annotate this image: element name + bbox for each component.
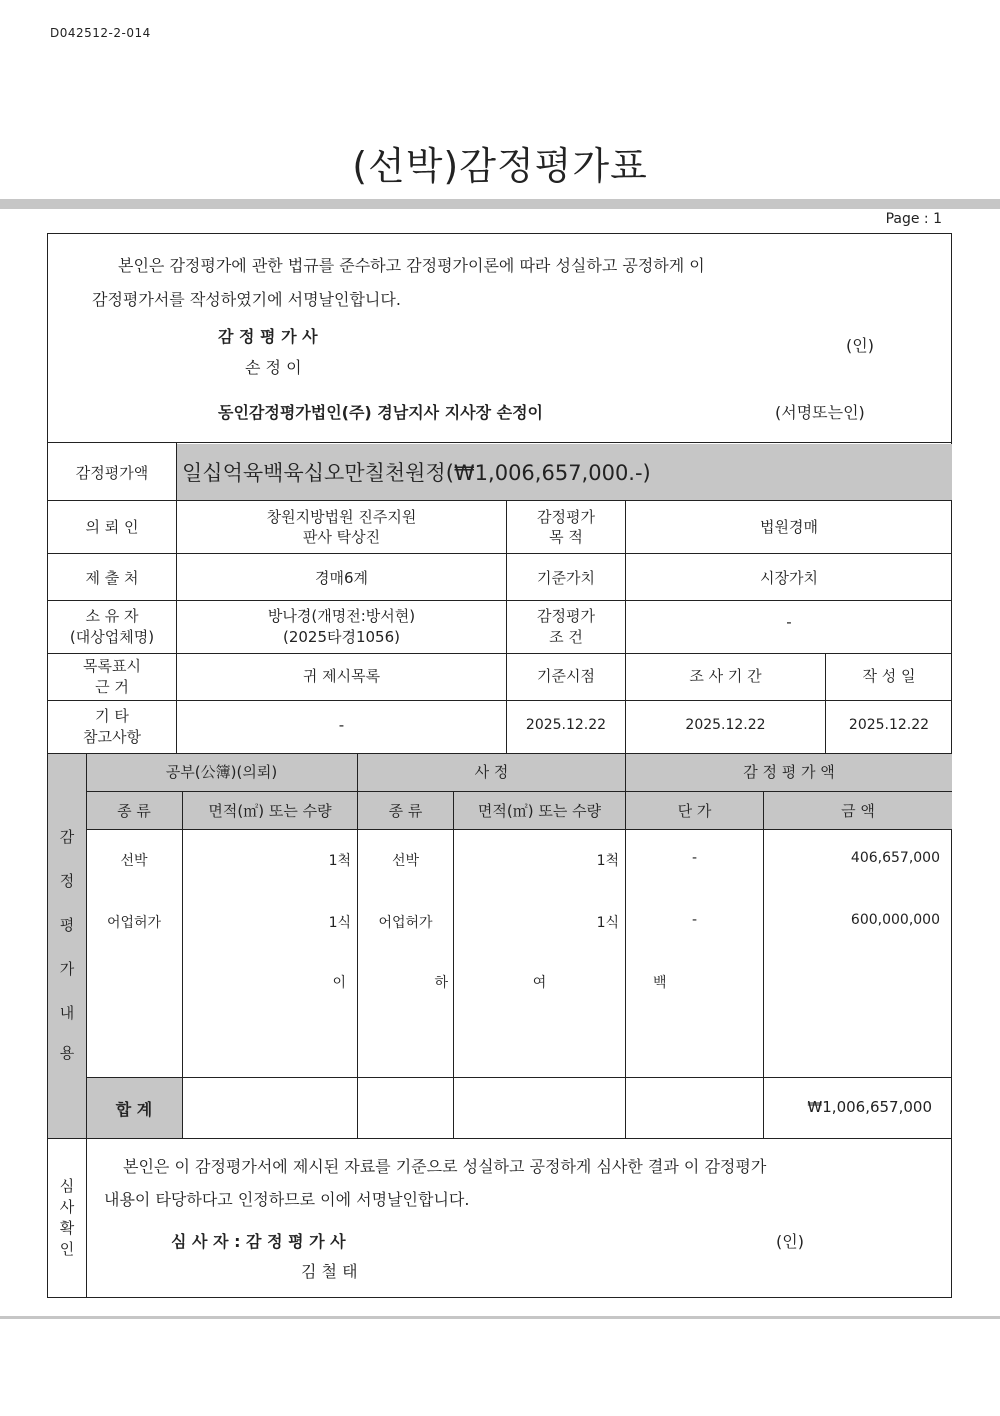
appraisal-form [47, 233, 952, 1298]
col-unit-price-header: 단 가 [677, 802, 712, 820]
submit-value: 경매6계 [314, 569, 368, 587]
owner-line-2: (2025타경1056) [282, 628, 401, 646]
table-row-qty: 1척 [328, 853, 351, 869]
written-date-label: 작 성 일 [862, 667, 916, 685]
appraiser-name: 손 정 이 [245, 358, 302, 377]
base-date-label: 기준시점 [537, 667, 595, 685]
list-basis-value: 귀 제시목록 [302, 667, 381, 685]
review-side-char: 인 [59, 1240, 75, 1258]
purpose-label-1: 감정평가 [537, 508, 595, 526]
table-row-amount: 600,000,000 [850, 912, 940, 928]
client-line-1: 창원지방법원 진주지원 [266, 508, 417, 526]
etc-label-2: 참고사항 [83, 728, 141, 746]
client-label: 의 뢰 인 [85, 518, 139, 536]
table-row-unit: - [691, 850, 698, 866]
content-side-char: 용 [59, 1044, 75, 1062]
basis-value-value: 시장가치 [760, 569, 818, 587]
owner-label-2: (대상업체명) [69, 628, 155, 646]
review-side-char: 확 [59, 1219, 75, 1237]
col-area2-header: 면적(㎡) 또는 수량 [477, 802, 602, 820]
review-side-char: 심 [59, 1177, 75, 1195]
filler-char: 이 [332, 975, 346, 991]
amount-label: 감정평가액 [75, 464, 149, 482]
filler-char: 여 [532, 975, 547, 991]
table-row-kind2: 어업허가 [378, 915, 433, 931]
written-date: 2025.12.22 [848, 717, 930, 733]
purpose-label-2: 목 적 [549, 528, 583, 546]
owner-line-1: 방나경(개명전:방서현) [267, 607, 416, 625]
total-value: ₩1,006,657,000 [807, 1098, 932, 1116]
filler-char: 백 [653, 975, 667, 991]
etc-value: - [338, 716, 345, 734]
table-row-unit: - [691, 912, 698, 928]
review-line-2: 내용이 타당하다고 인정하므로 이에 서명날인합니다. [104, 1190, 470, 1209]
content-side-char: 가 [59, 960, 75, 978]
table-row-qty: 1식 [328, 915, 351, 931]
col-area-header: 면적(㎡) 또는 수량 [208, 802, 332, 820]
document-id: D042512-2-014 [50, 26, 151, 40]
list-basis-label-1: 목록표시 [83, 657, 141, 675]
content-side-fill [48, 754, 86, 1139]
declaration-line-2: 감정평가서를 작성하였기에 서명날인합니다. [92, 290, 401, 309]
table-row-qty2: 1척 [596, 853, 619, 869]
content-side-char: 정 [59, 872, 75, 890]
content-side-char: 내 [59, 1004, 75, 1022]
review-side-char: 사 [59, 1198, 75, 1216]
reviewer-name: 김 철 태 [301, 1262, 358, 1281]
appraiser-title: 감 정 평 가 사 [218, 327, 318, 346]
col-kind-header: 종 류 [117, 802, 151, 820]
bottom-divider [0, 1316, 1000, 1319]
group-public-header: 공부(公簿)(의뢰) [165, 763, 278, 781]
amount-value: 일십억육백육십오만칠천원정(₩1,006,657,000.-) [182, 461, 651, 485]
condition-label-1: 감정평가 [537, 607, 595, 625]
client-line-2: 판사 탁상진 [302, 528, 381, 546]
survey-period: 2025.12.22 [685, 717, 766, 733]
basis-value-label: 기준가치 [537, 569, 595, 587]
page-title: (선박)감정평가표 [352, 144, 648, 188]
table-row-qty2: 1식 [596, 915, 619, 931]
condition-value: - [786, 613, 792, 631]
col-amount-header: 금 액 [841, 802, 875, 820]
survey-period-label: 조 사 기 간 [689, 667, 762, 685]
firm-name: 동인감정평가법인(주) 경남지사 지사장 손정이 [218, 403, 544, 422]
top-divider [0, 199, 1000, 209]
owner-label-1: 소 유 자 [85, 607, 139, 625]
filler-char: 하 [434, 975, 448, 991]
page-number: Page : 1 [885, 211, 942, 227]
reviewer-seal: (인) [776, 1232, 804, 1251]
condition-label-2: 조 건 [549, 628, 583, 646]
signature-label: (서명또는인) [775, 403, 865, 422]
table-row-amount: 406,657,000 [850, 850, 940, 866]
base-date: 2025.12.22 [525, 717, 607, 733]
content-side-char: 평 [59, 916, 75, 934]
list-basis-label-2: 근 거 [95, 678, 129, 696]
group-inspect-header: 사 정 [474, 763, 509, 781]
content-side-char: 감 [59, 828, 75, 846]
purpose-value: 법원경매 [760, 518, 818, 536]
submit-label: 제 출 처 [85, 569, 139, 587]
col-kind2-header: 종 류 [388, 802, 423, 820]
review-line-1: 본인은 이 감정평가서에 제시된 자료를 기준으로 성실하고 공정하게 심사한 결과 이 감정평가 [123, 1157, 767, 1176]
table-row-kind: 어업허가 [106, 915, 162, 931]
appraiser-seal: (인) [846, 336, 874, 355]
declaration-line-1: 본인은 감정평가에 관한 법규를 준수하고 감정평가이론에 따라 성실하고 공정하게 이 [118, 256, 705, 275]
total-label: 합 계 [115, 1100, 153, 1119]
group-amount-header: 감 정 평 가 액 [743, 763, 835, 781]
table-row-kind2: 선박 [391, 853, 420, 869]
etc-label-1: 기 타 [95, 707, 129, 725]
table-row-kind: 선박 [120, 853, 148, 869]
reviewer-title: 심 사 자 : 감 정 평 가 사 [171, 1232, 346, 1251]
